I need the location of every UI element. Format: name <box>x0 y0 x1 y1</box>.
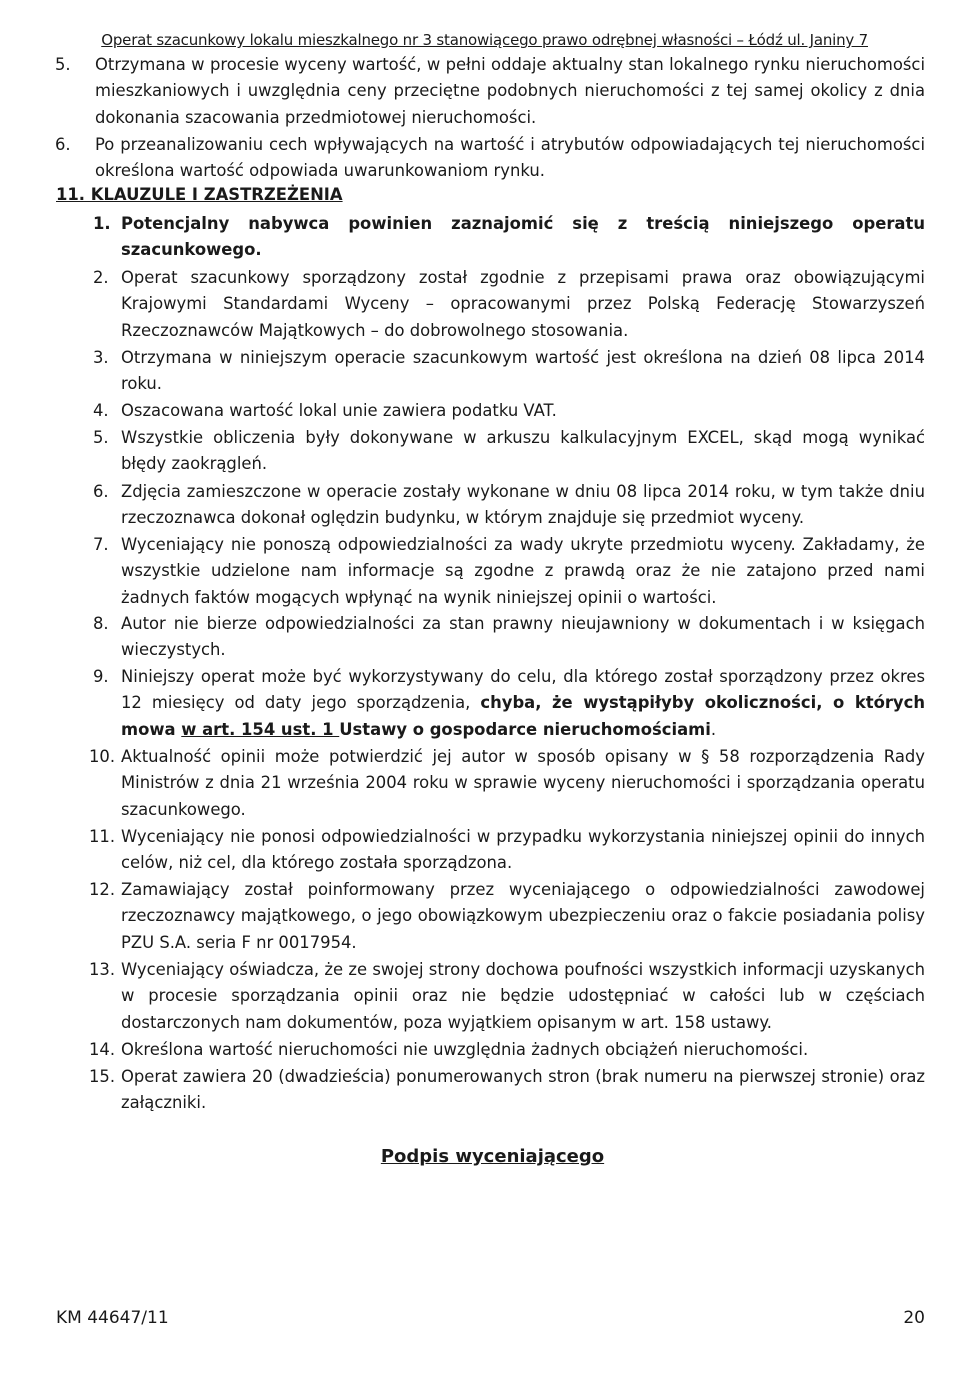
clause-number: 6. <box>93 482 109 501</box>
page-header: Operat szacunkowy lokalu mieszkalnego nr 3 stanowiącego prawo odrębnej własności – Łódź ul. Janiny 7 <box>101 31 868 49</box>
item-text: Otrzymana w procesie wyceny wartość, w pełni oddaje aktualny stan lokalnego rynku nieruchomości mieszkaniowych i uwzględnia ceny przeciętne podobnych nieruchomości z tej samej okolicy z dnia dokonania szacowania przedmiotowej nieruchomości. <box>95 55 925 127</box>
clause-number: 9. <box>93 667 109 686</box>
clause-text: Operat zawiera 20 (dwadzieścia) ponumerowanych stron (brak numeru na pierwszej stronie) oraz załączniki. <box>121 1067 925 1113</box>
clause-text: Wszystkie obliczenia były dokonywane w arkuszu kalkulacyjnym EXCEL, skąd mogą wynikać błędy zaokrągleń. <box>121 428 925 474</box>
clause-text: Niniejszy operat może być wykorzystywany do celu, dla którego został sporządzony przez okres 12 miesięcy od daty jego sporządzenia, <box>121 667 925 713</box>
clause-number: 10. <box>89 747 116 766</box>
clause-text: Zdjęcia zamieszczone w operacie zostały wykonane w dniu 08 lipca 2014 roku, w tym także dniu rzeczoznawca dokonał oględzin budynku, w którym znajduje się przedmiot wyceny. <box>121 482 925 528</box>
clause-text: Aktualność opinii może potwierdzić jej autor w sposób opisany w § 58 rozporządzenia Rady Ministrów z dnia 21 września 2004 roku w sprawie wyceny nieruchomości i sporządzania operatu szacunkowego. <box>121 747 925 819</box>
item-number: 6. <box>55 135 71 154</box>
clause-number: 14. <box>89 1040 116 1059</box>
item-number: 5. <box>55 55 71 74</box>
clause-number: 1. <box>93 214 111 233</box>
clause-6 <box>93 479 925 532</box>
prev-item-6 <box>55 132 925 185</box>
clause-14 <box>89 1037 925 1063</box>
clause-number: 5. <box>93 428 109 447</box>
clause-1 <box>93 211 925 264</box>
clause-number: 12. <box>89 880 116 899</box>
clause-8 <box>93 611 925 664</box>
clause-text: Oszacowana wartość lokal unie zawiera podatku VAT. <box>121 401 557 420</box>
clause-text: Otrzymana w niniejszym operacie szacunkowym wartość jest określona na dzień 08 lipca 2014 roku. <box>121 348 925 394</box>
clause-5 <box>93 425 925 478</box>
clause-text: Wyceniający nie ponosi odpowiedzialności w przypadku wykorzystania niniejszej opinii do innych celów, niż cel, dla którego została sporządzona. <box>121 827 925 873</box>
clause-3 <box>93 345 925 398</box>
clause-text: Zamawiający został poinformowany przez wyceniającego o odpowiedzialności zawodowej rzeczoznawcy majątkowego, o jego obowiązkowym ubezpieczeniu oraz o fakcie posiadania polisy PZU S.A. seria F nr 0017954. <box>121 880 925 952</box>
clause-2 <box>93 265 925 344</box>
section-title: 11. KLAUZULE I ZASTRZEŻENIA <box>56 185 343 204</box>
clause-number: 3. <box>93 348 109 367</box>
clause-text: Autor nie bierze odpowiedzialności za stan prawny nieujawniony w dokumentach i w księgach wieczystych. <box>121 614 925 660</box>
clause-number: 15. <box>89 1067 116 1086</box>
clause-text: Wyceniający nie ponoszą odpowiedzialności za wady ukryte przedmiotu wyceny. Zakładamy, że wszystkie udzielone nam informacje są zgodne z prawdą oraz że nie zatajono przed nami żadnych faktów mogących wpłynąć na wynik niniejszej opinii o wartości. <box>121 535 925 607</box>
clause-text-end: . <box>710 719 717 739</box>
item-text: Po przeanalizowaniu cech wpływających na wartość i atrybutów odpowiadających tej nieruchomości określona wartość odpowiada uwarunkowaniom rynku. <box>95 135 925 181</box>
clause-text: Wyceniający oświadcza, że ze swojej strony dochowa poufności wszystkich informacji uzyskanych w procesie sporządzania opinii oraz nie będzie udostępniać w całości lub w częściach dostarczonych nam dokumentów, poza wyjątkiem opisanym w art. 158 ustawy. <box>121 960 925 1032</box>
clause-number: 11. <box>89 827 116 846</box>
clause-text: Operat szacunkowy sporządzony został zgodnie z przepisami prawa oraz obowiązującymi Krajowymi Standardami Wyceny – opracowanymi przez Polską Federację Stowarzyszeń Rzeczoznawców Majątkowych – do dobrowolnego stosowania. <box>121 268 925 340</box>
clause-9 <box>93 664 925 743</box>
clause-15 <box>89 1064 925 1117</box>
clause-12 <box>89 877 925 956</box>
signature-label: Podpis wyceniającego <box>380 1146 605 1167</box>
clause-number: 2. <box>93 268 109 287</box>
clause-10 <box>89 744 925 823</box>
clause-text: Potencjalny nabywca powinien zaznajomić się z treścią niniejszego operatu szacunkowego. <box>121 214 925 260</box>
clause-11 <box>89 824 925 877</box>
clause-number: 7. <box>93 535 109 554</box>
clause-text: Określona wartość nieruchomości nie uwzględnia żadnych obciążeń nieruchomości. <box>121 1040 809 1059</box>
law-reference-link: w art. 154 ust. 1 <box>181 719 340 739</box>
clause-13 <box>89 957 925 1036</box>
footer-page-number: 20 <box>903 1308 925 1328</box>
clause-7 <box>93 532 925 611</box>
law-name: Ustawy o gospodarce nieruchomościami <box>339 719 711 739</box>
clause-text-bold: chyba, że wystąpiłyby okoliczności, o których mowa <box>121 693 925 739</box>
clause-number: 13. <box>89 960 116 979</box>
clause-number: 4. <box>93 401 109 420</box>
footer-doc-id: KM 44647/11 <box>56 1308 169 1328</box>
clause-number: 8. <box>93 614 109 633</box>
clause-4 <box>93 398 925 424</box>
prev-item-5 <box>55 52 925 131</box>
